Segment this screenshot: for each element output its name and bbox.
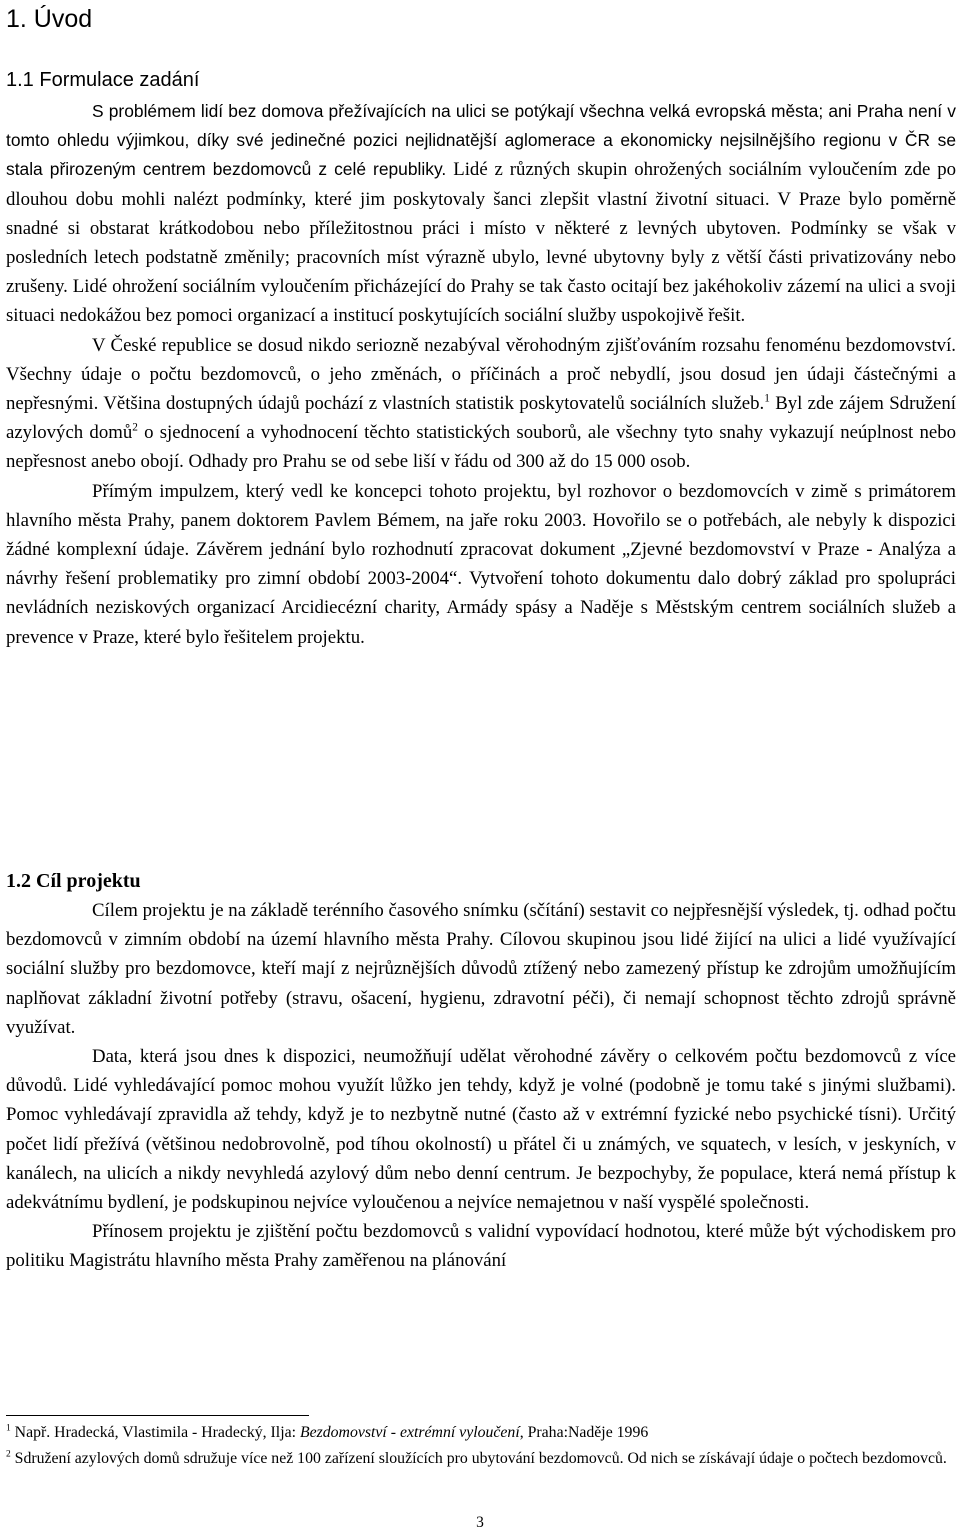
footnote-text: Sdružení azylových domů sdružuje více než 100 zařízení sloužících pro ubytování bezdomovců. Od nich se získávají údaje o počtech bezdomovců.: [10, 1450, 947, 1467]
section-number: 1.: [6, 870, 21, 892]
paragraph: Přínosem projektu je zjištění počtu bezdomovců s validní vypovídací hodnotou, které může být východiskem pro politiku Magistrátu hlavního města Prahy zaměřenou na plánování: [6, 1221, 956, 1272]
footnote-mark: 2: [6, 1449, 11, 1460]
paragraph-sans-part: S problémem lidí bez domova přežívajících na ulici se potýkají všechna velká evropská města; ani Praha není v tomto ohledu výjimkou, díky své jedinečné pozici nejlidnatější aglomerace a ekonomicky nejsilnějšího regionu v ČR se stala přirozeným centrem bezdomovců z celé republiky.: [6, 101, 956, 180]
paragraph: Data, která jsou dnes k dispozici, neumožňují udělat věrohodné závěry o celkovém počtu bezdomovců z více důvodů. Lidé vyhledávající pomoc mohou využít lůžko jen tehdy, když je volné (podobně je tomu také s jinými službami). Pomoc vyhledávají zpravidla až tehdy, když je to nezbytně nutné (často až v extrémní fyzické nebo psychické tísni). Určitý počet lidí přežívá (většinou nedobrovolně, pod tíhou okolností) u přátel či u známých, ve squatech, v lesích, v jeskyních, v kanálech, na ulicích a nikdy nevyhledá azylový dům nebo denní centrum. Je bezpochyby, že populace, která nemá přístup k adekvátnímu bydlení, je podskupinou nejvíce vyloučenou a nejvíce nemajetnou v naší vyspělé společnosti.: [6, 1046, 956, 1214]
paragraph-text: V České republice se dosud nikdo seriozně nezabýval věrohodným zjišťováním rozsahu fenoménu bezdomovství. Všechny údaje o počtu bezdomovců, o jeho změnách, o příčinách a proč nebydlí, jsou dosud jen údaji částečnými a nepřesnými. Většina dostupných údajů pochází z vlastních statistik poskytovatelů sociálních služeb.: [6, 334, 956, 415]
chapter-title: 1. Úvod: [6, 5, 93, 33]
page-number: 3: [476, 1514, 484, 1531]
paragraph: [6, 97, 956, 331]
footnote-1: [6, 1422, 956, 1443]
section-1-2-body: [6, 896, 956, 1276]
paragraph-text: Byl zde zájem Sdružení azylových domů: [6, 393, 957, 444]
paragraph: [6, 331, 956, 477]
section-1-1-body: [6, 97, 956, 652]
footnote-separator: [6, 1415, 309, 1416]
paragraph-text: o sjednocení a vyhodnocení těchto statistických souborů, ale všechny tyto snahy vykazují neúplnost nebo nepřesnost anebo obojí. Odhady pro Prahu se od sebe liší v řádu od 300 až do 15 000 osob.: [6, 422, 957, 473]
paragraph: Cílem projektu je na základě terénního časového snímku (sčítání) sestavit co nejpřesnější výsledek, tj. odhad počtu bezdomovců v zimním období na území hlavního města Prahy. Cílovou skupinou jsou lidé žijící na ulici a lidé využívající sociální služby pro bezdomovce, kteří mají z nejrůznějších důvodů ztížený nebo zamezený přístup ke zdrojům umožňujícím naplňovat základní životní potřeby (stravu, ošacení, hygienu, zdravotní péči), či nemají schopnost těchto zdrojů správně využívat.: [6, 900, 956, 1038]
section-title: 2 Cíl projektu: [21, 870, 141, 892]
section-heading-1-2: [6, 867, 956, 896]
footnote-text: Např. Hradecká, Vlastimila - Hradecký, Ilja:: [10, 1424, 300, 1441]
footnote-ref-2: 2: [132, 421, 138, 434]
paragraph: Přímým impulzem, který vedl ke koncepci tohoto projektu, byl rozhovor o bezdomovcích v zimě s primátorem hlavního města Prahy, panem doktorem Pavlem Bémem, na jaře roku 2003. Hovořilo se o potřebách, ale nebyly k dispozici žádné komplexní údaje. Závěrem jednání bylo rozhodnutí zpracovat dokument „Zjevné bezdomovství v Praze - Analýza a návrhy řešení problematiky pro zimní období 2003-2004“. Vytvoření tohoto dokumentu dalo dobrý základ pro spolupráci nevládních neziskových organizací Arcidiecézní charity, Armády spásy a Naděje s Městským centrem sociálních služeb a prevence v Praze, které bylo řešitelem projektu.: [6, 480, 956, 648]
paragraph-serif-part: Lidé z různých skupin ohrožených sociálním vyloučením zde po dlouhou dobu mohli nalézt podmínky, které jim poskytovaly šanci zlepšit vlastní životní situaci. V Praze bylo poměrně snadné si obstarat krátkodobou nebo příležitostnou práci i místo v některé z levných ubytoven. Podmínky se však v posledních letech podstatně změnily; pracovních míst výrazně ubylo, levné ubytovny byly z větší části privatizovány nebo zrušeny. Lidé ohrožení sociálním vyloučením přicházející do Prahy se tak často ocitají bez jakéhokoliv zázemí na ulici a svoji situaci nedokážou bez pomoci organizací a institucí poskytujících sociální služby uspokojivě řešit.: [6, 159, 956, 327]
footnote-text: , Praha:Naděje 1996: [519, 1424, 649, 1441]
footnote-2: [6, 1448, 956, 1469]
footnote-ref-1: 1: [764, 392, 770, 405]
footnote-mark: 1: [6, 1423, 11, 1434]
footnote-cited-title: Bezdomovství - extrémní vyloučení: [299, 1424, 520, 1441]
section-heading-1-1: 1.1 Formulace zadání: [6, 69, 200, 91]
